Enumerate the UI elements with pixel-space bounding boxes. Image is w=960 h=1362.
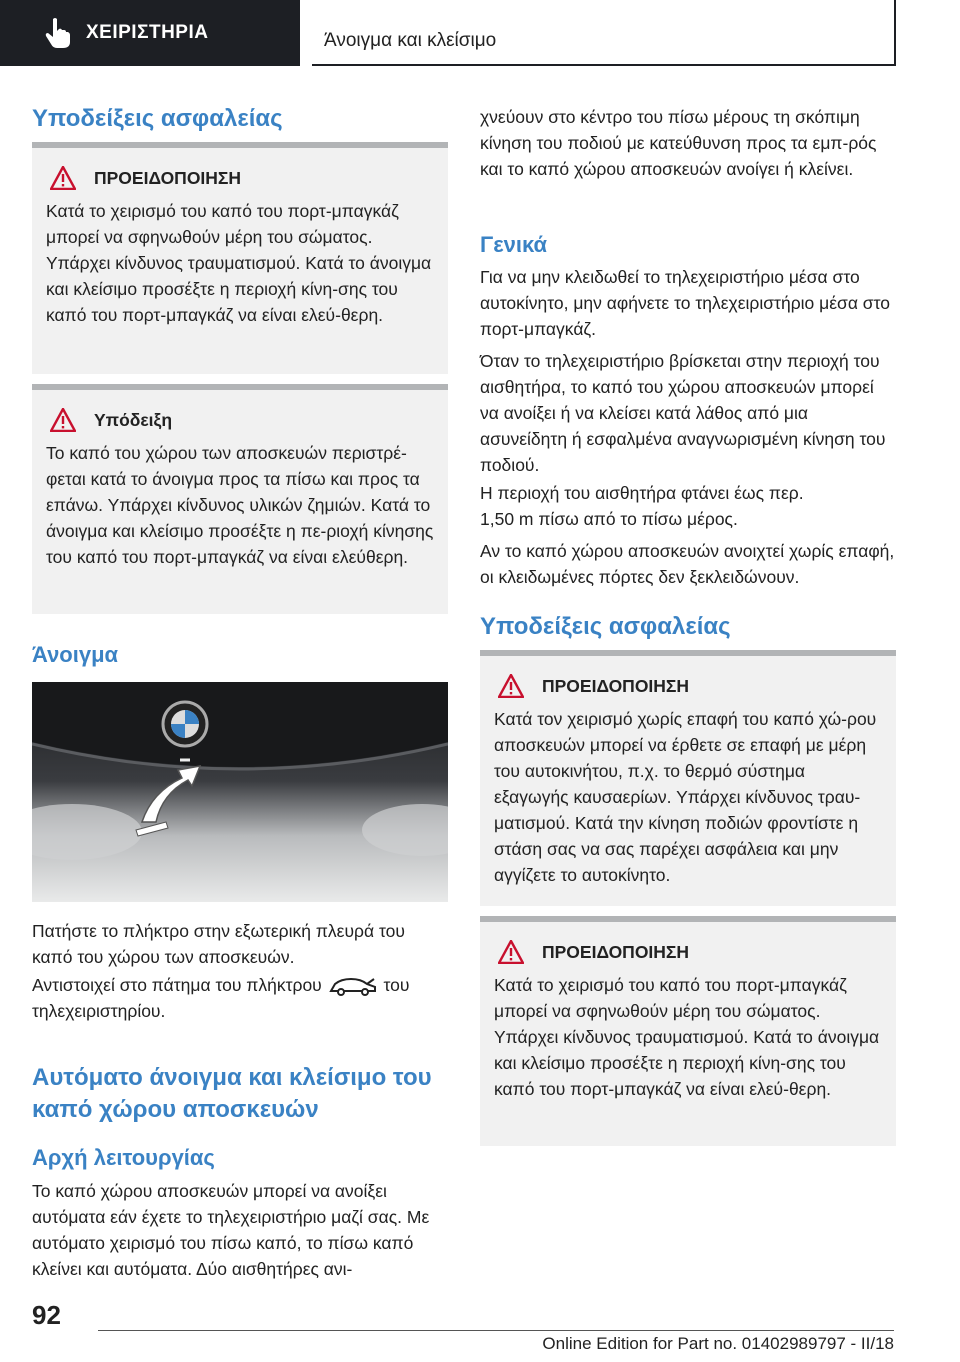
paragraph-general-4: Αν το καπό χώρου αποσκευών ανοιχτεί χωρίς επαφή, οι κλειδωμένες πόρτες δεν ξεκλειδώνουν.: [480, 541, 895, 587]
heading-general: Γενικά: [480, 232, 548, 257]
warning-triangle-icon: [498, 674, 524, 698]
paragraph-press-button: Πατήστε το πλήκτρο στην εξωτερική πλευρά του καπό του χώρου των αποσκευών.: [32, 921, 405, 967]
page-number: 92: [32, 1300, 61, 1330]
warning-box: [32, 142, 448, 374]
paragraph-continued: χνεύουν στο κέντρο του πίσω μέρους τη σκόπιμη κίνηση του ποδιού με κατεύθυνση προς τα εμπ-ρός και το καπό χώρου αποσκευών ανοίγει ή κλείνει.: [480, 107, 877, 179]
warning-title: ΠΡΟΕΙΔΟΠΟΙΗΣΗ: [542, 675, 690, 696]
remote-text-b: του τηλεχειριστηρίου.: [32, 975, 410, 1021]
paragraph-principle: Το καπό χώρου αποσκευών μπορεί να ανοίξει αυτόματα εάν έχετε το τηλεχειριστήριο μαζί σας. Με αυτόματο χειρισμό του πίσω καπό, το πίσω καπό κλείνει και αυτόματα. Δύο αισθητήρες ανι-: [32, 1181, 430, 1279]
trunk-button-photo: [32, 682, 448, 902]
chapter-title: ΧΕΙΡΙΣΤΗΡΙΑ: [86, 22, 209, 43]
breadcrumb: [312, 0, 896, 66]
hand-pointer-icon: [38, 13, 78, 53]
heading-opening: Άνοιγμα: [32, 642, 119, 667]
warning-title: ΠΡΟΕΙΔΟΠΟΙΗΣΗ: [94, 167, 242, 188]
heading-automatic-opening: Αυτόματο άνοιγμα και κλείσιμο του καπό χώρου αποσκευών: [32, 1064, 432, 1123]
warning-triangle-icon: [498, 940, 524, 964]
heading-safety-notes-2: Υποδείξεις ασφαλείας: [480, 613, 731, 640]
sensor-range-line-1: Η περιοχή του αισθητήρα φτάνει έως περ.: [480, 483, 804, 503]
warning-text: Κατά το χειρισμό του καπό του πορτ-μπαγκάζ μπορεί να σφηνωθούν μέρη του σώματος. Υπάρχει κίνδυνος τραυματισμού. Κατά το άνοιγμα και κλείσιμο προσέξτε η περιοχή κίνη-σης του καπό του πορτ-μπαγκάζ να είναι ελεύ-θερη.: [46, 201, 432, 325]
paragraph-general-2: Όταν το τηλεχειριστήριο βρίσκεται στην περιοχή του αισθητήρα, το καπό του χώρου αποσκευών μπορεί να ανοίξει ή να κλείσει κατά λάθος από μια ασυνείδητη ή εσφαλμένα αναγνωρισμένη κίνηση του ποδιού.: [480, 351, 886, 475]
warning-title: ΠΡΟΕΙΔΟΠΟΙΗΣΗ: [542, 941, 690, 962]
warning-text: Κατά το χειρισμό του καπό του πορτ-μπαγκάζ μπορεί να σφηνωθούν μέρη του σώματος. Υπάρχει κίνδυνος τραυματισμού. Κατά το άνοιγμα και κλείσιμο προσέξτε η περιοχή κίνη-σης του καπό του πορτ-μπαγκάζ να είναι ελεύ-θερη.: [494, 975, 880, 1099]
chapter-bar: [0, 0, 300, 66]
paragraph-general-1: Για να μην κλειδωθεί το τηλεχειριστήριο μέσα στο αυτοκίνητο, μην αφήνετε το τηλεχειριστήριο μέσα στο πορτ-μπαγκάζ.: [480, 267, 891, 339]
warning-box: [480, 650, 896, 906]
breadcrumb-text: Άνοιγμα και κλείσιμο: [324, 30, 497, 51]
warning-box: [480, 916, 896, 1146]
remote-text-a: Αντιστοιχεί στο πάτημα του πλήκτρου: [32, 975, 322, 995]
heading-safety-notes: Υποδείξεις ασφαλείας: [32, 105, 283, 132]
warning-triangle-icon: [50, 408, 76, 432]
note-text: Το καπό του χώρου των αποσκευών περιστρέ-φεται κατά το άνοιγμα προς τα πίσω και προς τα επάνω. Υπάρχει κίνδυνος υλικών ζημιών. Κατά το άνοιγμα και κλείσιμο προσέξτε η πε-ριοχή κίνησης του καπό του πορτ-μπαγκάζ να είναι ελεύθερη.: [46, 443, 434, 567]
warning-text: Κατά τον χειρισμό χωρίς επαφή του καπό χώ-ρου αποσκευών μπορεί να έρθετε σε επαφή με μέρη του αυτοκινήτου, π.χ. το θερμό σύστημα εξαγωγής καυσαερίων. Υπάρχει κίνδυνος τραυ-ματισμού. Κατά την κίνηση ποδιών φροντίστε η στάση σας να σας παρέχει ασφάλεια και μην αγγίζετε το αυτοκίνητο.: [494, 709, 877, 885]
footer-edition: Online Edition for Part no. 01402989797 - II/18: [542, 1334, 894, 1353]
car-trunk-icon: [327, 975, 379, 997]
sensor-range-line-2: 1,50 m πίσω από το πίσω μέρος.: [480, 509, 738, 529]
paragraph-general-3: [480, 480, 896, 532]
heading-principle: Αρχή λειτουργίας: [32, 1145, 215, 1170]
note-box: [32, 384, 448, 614]
note-title: Υπόδειξη: [94, 409, 173, 430]
paragraph-remote-equivalent: [32, 972, 448, 1024]
warning-triangle-icon: [50, 166, 76, 190]
footer-divider: [98, 1330, 894, 1331]
